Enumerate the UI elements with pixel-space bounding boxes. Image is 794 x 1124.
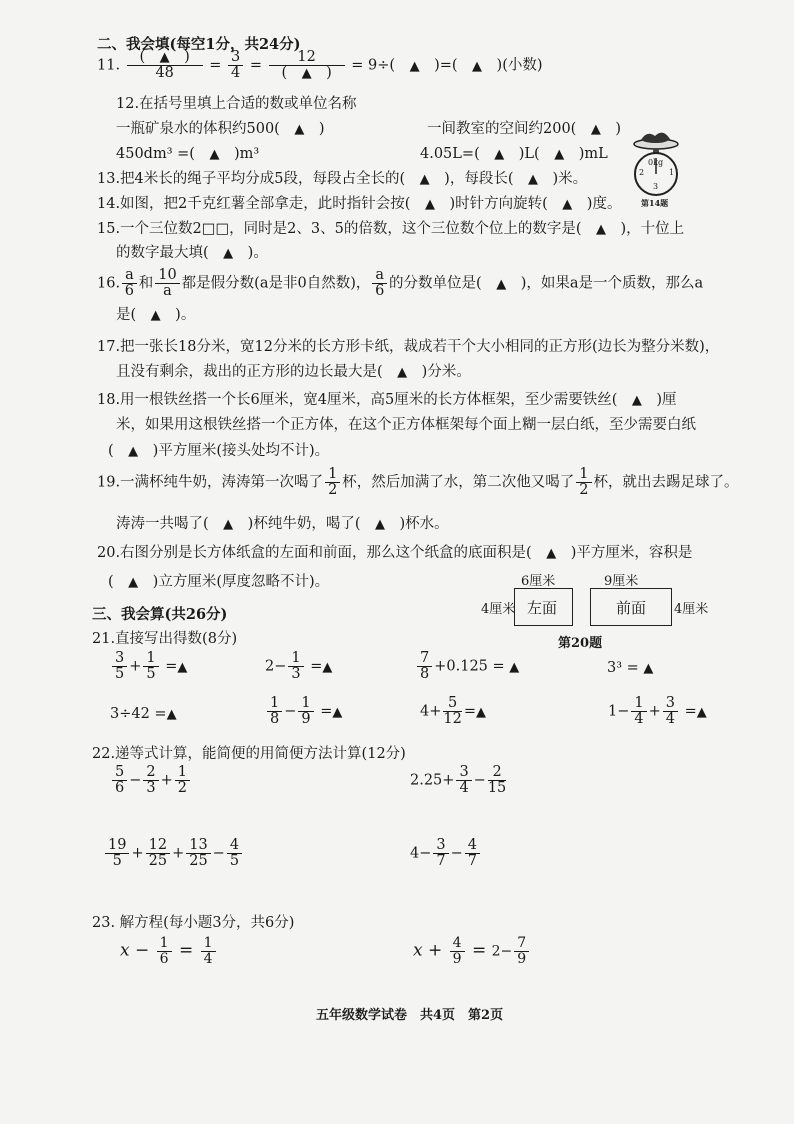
q22-expr-2: 2.25+ $\frac{3}{4}$ − $\frac{2}{15}$ bbox=[410, 764, 507, 797]
page-footer: 五年级数学试卷 共4页 第2页 bbox=[316, 1008, 504, 1023]
q11-fraction-1: $\frac{( ▲ )}{48}$ bbox=[127, 50, 203, 81]
q12-item-b2: 4.05L=( ▲ )L( ▲ )mL bbox=[420, 146, 608, 162]
answer-blank[interactable]: ▲ bbox=[166, 707, 177, 722]
question-12-title: 12.在括号里填上合适的数或单位名称 bbox=[116, 96, 357, 112]
answer-blank[interactable]: ▲ bbox=[177, 659, 188, 675]
figure-20-width-left: 6厘米 bbox=[521, 574, 556, 589]
figure-20-caption: 第20题 bbox=[558, 636, 603, 651]
answer-blank[interactable]: ▲ bbox=[332, 704, 343, 720]
question-18-line2: 米，如果用这根铁丝搭一个正方体，在这个正方体框架每个面上糊一层白纸，至少需要白纸 bbox=[116, 417, 696, 433]
answer-blank[interactable]: ▲ bbox=[472, 58, 483, 74]
answer-blank[interactable]: ▲ bbox=[209, 147, 220, 162]
figure-20-height-left: 4厘米 bbox=[481, 602, 516, 617]
question-16-line1: 16. $\frac{a}{6}$ 和 $\frac{10}{a}$ 都是假分数(a是非0自然数)， $\frac{a}{6}$ 的分数单位是( ▲ )，如果a是一个质数，那么a bbox=[97, 267, 704, 300]
question-23-title: 23. 解方程(每小题3分，共6分) bbox=[92, 915, 295, 931]
answer-blank[interactable]: ▲ bbox=[546, 546, 557, 561]
question-19-line2: 涛涛一共喝了( ▲ )杯纯牛奶，喝了( ▲ )杯水。 bbox=[116, 516, 449, 532]
answer-blank[interactable]: ▲ bbox=[375, 517, 385, 532]
q22-expr-3: $\frac{19}{5}$ + $\frac{12}{25}$ + $\frac{13}{25}$ − $\frac{4}{5}$ bbox=[103, 838, 244, 869]
q21-expr-1: $\frac{3}{5}$ + $\frac{1}{5}$ =▲ bbox=[110, 651, 187, 682]
question-16-line2: 是( ▲ )。 bbox=[116, 307, 196, 323]
q22-expr-4: 4− $\frac{3}{7}$ − $\frac{4}{7}$ bbox=[410, 838, 482, 869]
answer-blank[interactable]: ▲ bbox=[424, 197, 435, 212]
question-20-line1: 20.右图分别是长方体纸盒的左面和前面，那么这个纸盒的底面积是( ▲ )平方厘米，容积是 bbox=[97, 545, 693, 561]
section-2-title: 二、我会填(每空1分，共24分) bbox=[97, 36, 301, 53]
figure-14-caption: 第14题 bbox=[641, 198, 669, 208]
q21-expr-6: $\frac{1}{8}$ − $\frac{1}{9}$ =▲ bbox=[265, 696, 342, 727]
question-21-title: 21.直接写出得数(8分) bbox=[92, 631, 238, 647]
answer-blank[interactable]: ▲ bbox=[509, 659, 520, 675]
q21-expr-8: 1− $\frac{1}{4}$ + $\frac{3}{4}$ =▲ bbox=[608, 695, 707, 728]
q23-equation-2: x + $\frac{4}{9}$ = 2− $\frac{7}{9}$ bbox=[413, 936, 531, 966]
answer-blank[interactable]: ▲ bbox=[494, 147, 505, 162]
answer-blank[interactable]: ▲ bbox=[150, 308, 161, 323]
answer-blank[interactable]: ▲ bbox=[562, 197, 573, 212]
answer-blank[interactable]: ▲ bbox=[128, 444, 139, 459]
question-22-title: 22.递等式计算，能简便的用简便方法计算(12分) bbox=[92, 746, 406, 762]
answer-blank[interactable]: ▲ bbox=[475, 704, 486, 720]
front-face-label: 前面 bbox=[616, 599, 647, 617]
answer-blank[interactable]: ▲ bbox=[643, 661, 654, 676]
q22-expr-1: $\frac{5}{6}$ − $\frac{2}{3}$ + $\frac{1}{2}$ bbox=[110, 765, 192, 796]
question-13: 13.把4米长的绳子平均分成5段，每段占全长的( ▲ )，每段长( ▲ )米。 bbox=[97, 171, 588, 187]
figure-20-width-front: 9厘米 bbox=[604, 574, 639, 589]
answer-blank[interactable]: ▲ bbox=[696, 704, 707, 720]
answer-blank[interactable]: ▲ bbox=[294, 122, 305, 137]
answer-blank[interactable]: ▲ bbox=[409, 58, 420, 74]
answer-blank[interactable]: ▲ bbox=[554, 147, 565, 162]
figure-20-height-front: 4厘米 bbox=[674, 602, 709, 617]
q11-fraction-2: $\frac{3}{4}$ bbox=[228, 50, 243, 81]
q21-expr-3: $\frac{7}{8}$ +0.125 = ▲ bbox=[415, 651, 519, 682]
answer-blank[interactable]: ▲ bbox=[590, 122, 601, 137]
question-15-line2: 的数字最大填( ▲ )。 bbox=[116, 245, 268, 261]
answer-blank[interactable]: ▲ bbox=[223, 517, 234, 532]
section-3-title: 三、我会算(共26分) bbox=[92, 606, 228, 623]
q12-item-a1: 一瓶矿泉水的体积约500( ▲ ) bbox=[116, 121, 325, 137]
answer-blank[interactable]: ▲ bbox=[631, 393, 642, 408]
question-17-line1: 17.把一张长18分米，宽12分米的长方形卡纸，裁成若干个大小相同的正方形(边长为整分米数)， bbox=[97, 339, 720, 355]
scale-figure: 0kg 2 1 3 第14题 bbox=[625, 130, 687, 208]
question-20-line2: ( ▲ )立方厘米(厚度忽略不计)。 bbox=[108, 574, 330, 590]
q12-item-a2: 一间教室的空间约200( ▲ ) bbox=[427, 121, 622, 137]
q21-expr-7: 4+ $\frac{5}{12}$ =▲ bbox=[420, 695, 486, 728]
answer-blank[interactable]: ▲ bbox=[419, 172, 430, 187]
question-14: 14.如图，把2千克红薯全部拿走，此时指针会按( ▲ )时针方向旋转( ▲ )度。 bbox=[97, 196, 622, 212]
q12-item-b1: 450dm³ =( ▲ )m³ bbox=[116, 146, 260, 162]
answer-blank[interactable]: ▲ bbox=[596, 222, 607, 237]
q21-expr-2: 2− $\frac{1}{3}$ =▲ bbox=[265, 650, 333, 683]
q23-equation-1: x − $\frac{1}{6}$ = $\frac{1}{4}$ bbox=[120, 936, 218, 966]
answer-blank[interactable]: ▲ bbox=[128, 575, 139, 590]
question-18-line3: ( ▲ )平方厘米(接头处均不计)。 bbox=[108, 443, 330, 459]
scale-icon bbox=[625, 130, 687, 208]
q21-expr-4: 3³ = ▲ bbox=[607, 660, 654, 676]
question-19-line1: 19.一满杯纯牛奶，涛涛第一次喝了 $\frac{1}{2}$ 杯，然后加满了水，第二次他又喝了 $\frac{1}{2}$ 杯，就出去踢足球了。 bbox=[97, 466, 739, 499]
answer-blank[interactable]: ▲ bbox=[528, 172, 538, 187]
left-face-label: 左面 bbox=[527, 599, 558, 617]
question-11: 11. $\frac{( ▲ )}{48}$ = $\frac{3}{4}$ = $\frac{12}{( ▲ )}$ = 9÷( ▲ )=( ▲ )(小数) bbox=[97, 49, 543, 82]
answer-blank[interactable]: ▲ bbox=[496, 276, 507, 292]
q11-fraction-3: $\frac{12}{( ▲ )}$ bbox=[269, 50, 345, 81]
answer-blank[interactable]: ▲ bbox=[397, 365, 408, 380]
q21-expr-5: 3÷42 =▲ bbox=[110, 706, 177, 722]
answer-blank[interactable]: ▲ bbox=[223, 246, 234, 261]
answer-blank[interactable]: ▲ bbox=[322, 659, 333, 675]
question-15-line1: 15.一个三位数2□□，同时是2、3、5的倍数，这个三位数个位上的数字是( ▲ )，十位上 bbox=[97, 221, 685, 237]
question-17-line2: 且没有剩余，裁出的正方形的边长最大是( ▲ )分米。 bbox=[116, 364, 471, 380]
question-18-line1: 18.用一根铁丝搭一个长6厘米，宽4厘米，高5厘米的长方体框架，至少需要铁丝( ▲ )厘 bbox=[97, 392, 677, 408]
